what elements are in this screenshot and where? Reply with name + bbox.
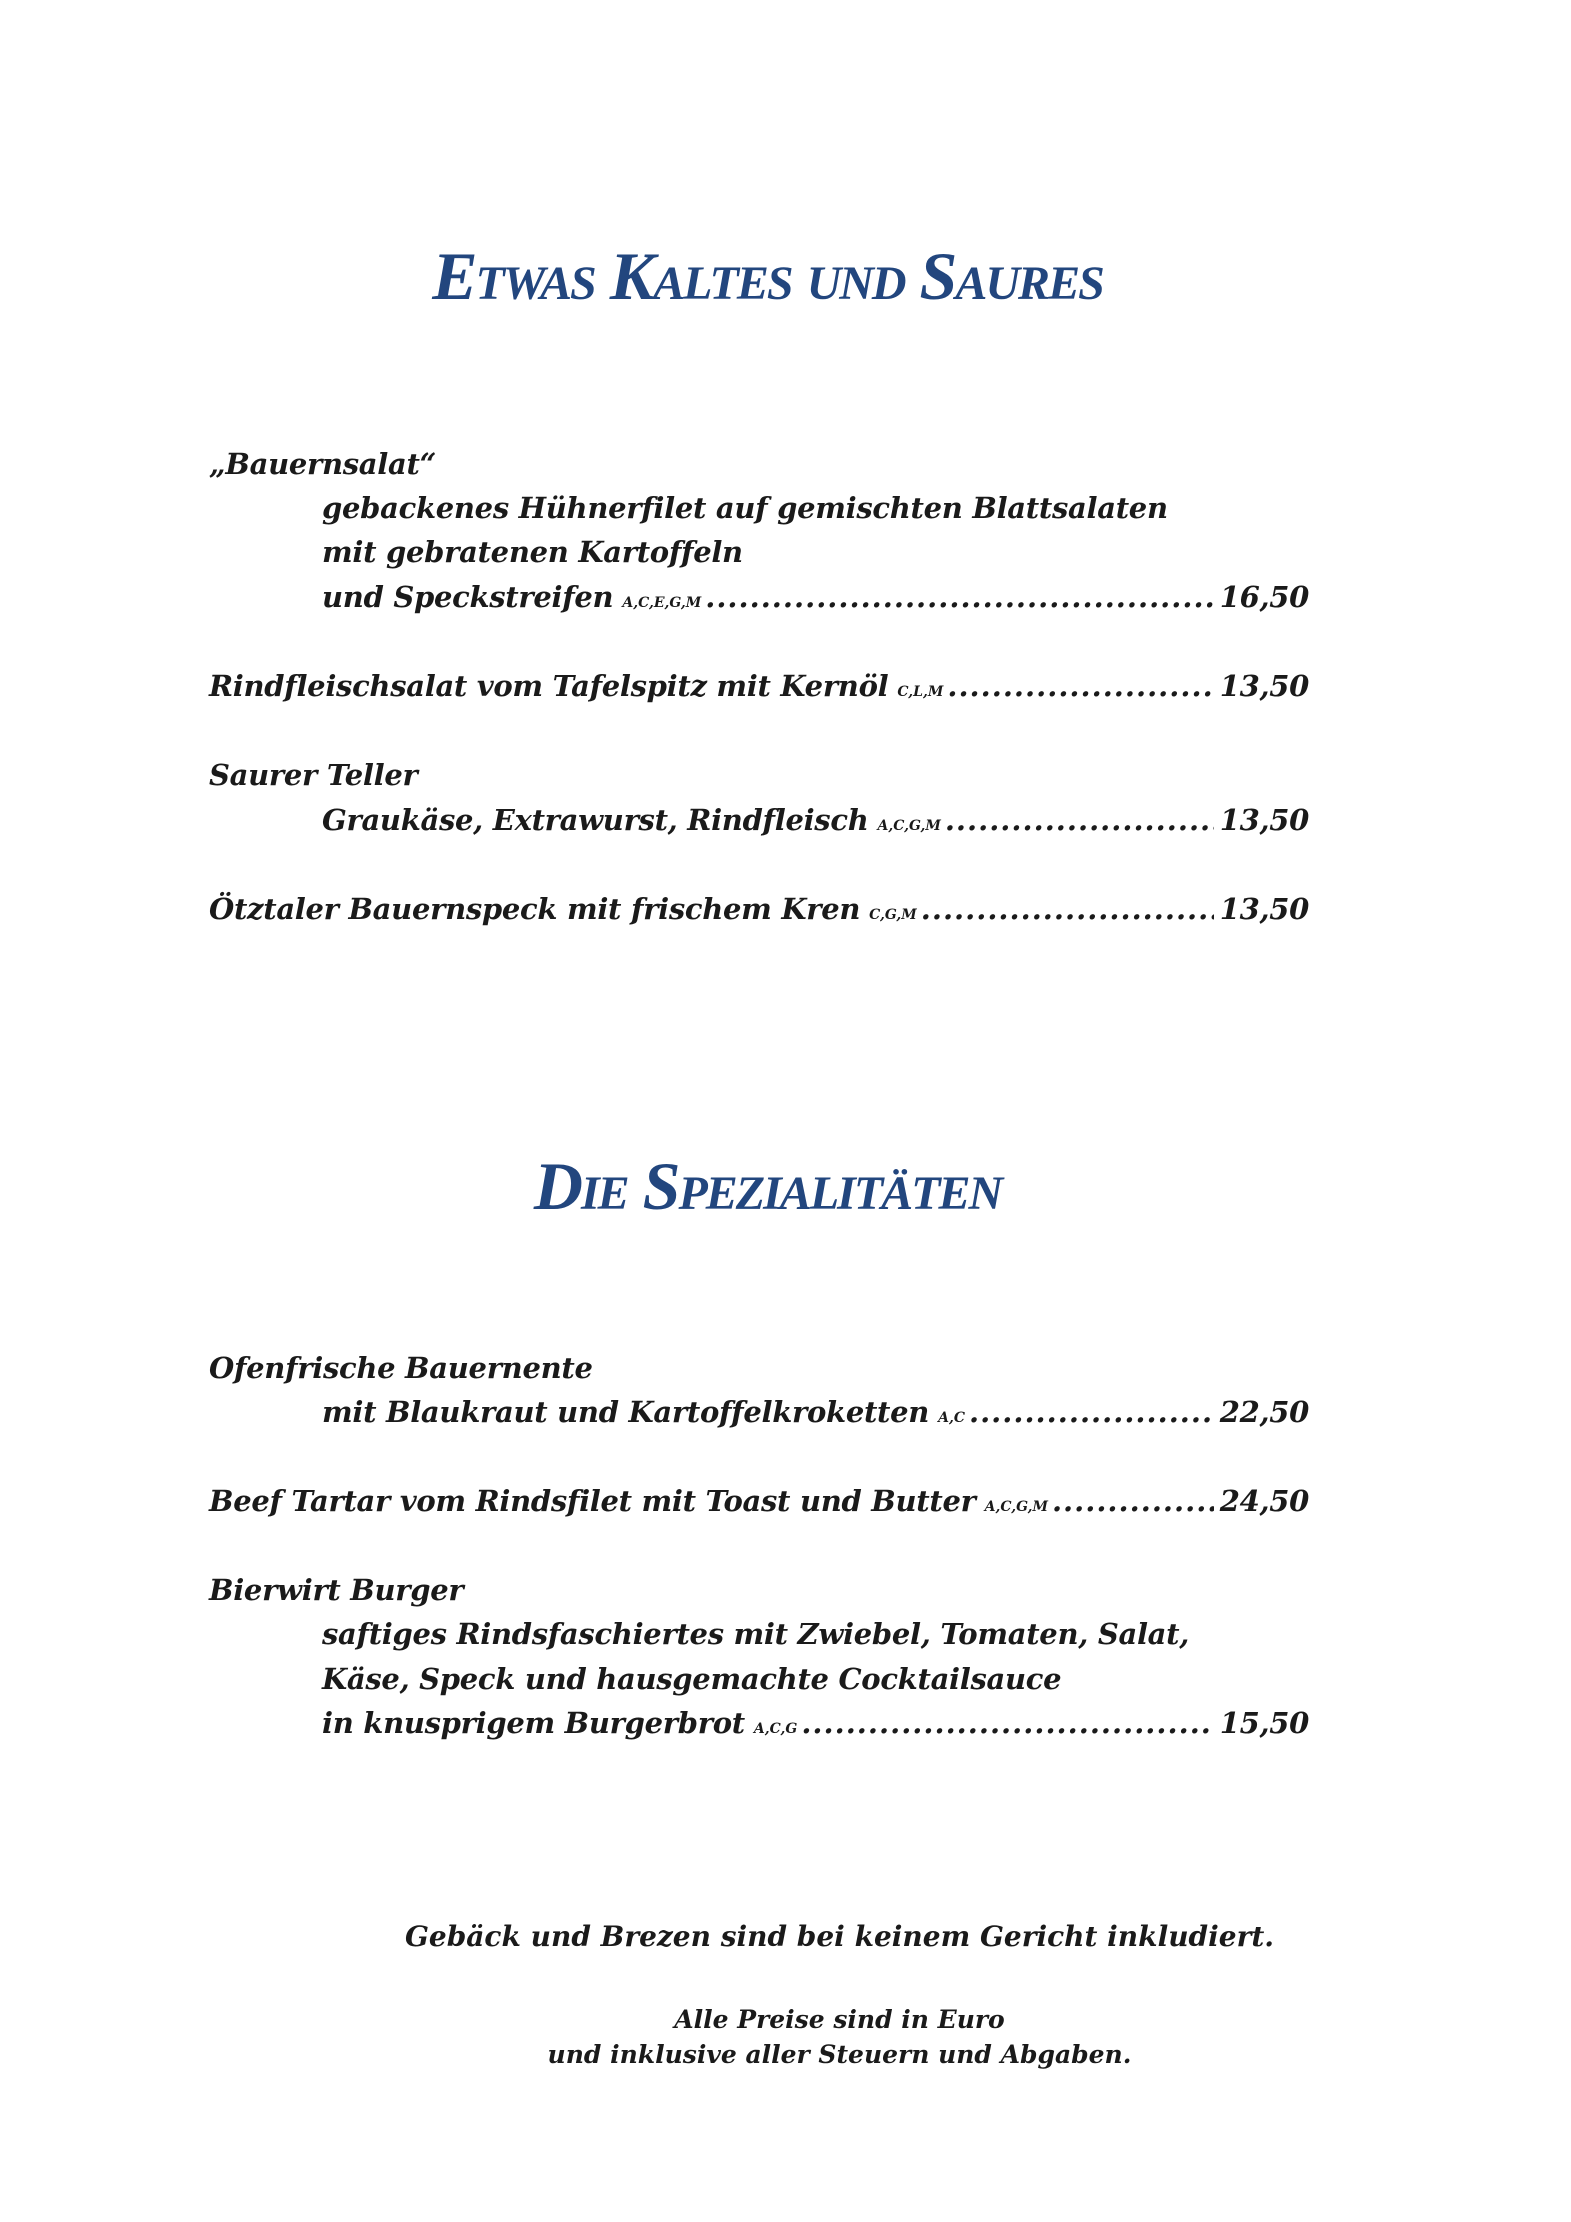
- dot-leader: [705, 577, 1213, 617]
- menu-item-description: Käse, Speck und hausgemachte Cocktailsauce: [322, 1662, 1062, 1696]
- section-title-specialties: Die Spezialitäten: [533, 1148, 1002, 1224]
- allergen-codes: C,G,M: [869, 907, 917, 923]
- allergen-codes: A,C,G: [753, 1721, 798, 1737]
- section-title-cold-dishes: Etwas Kaltes und Saures: [432, 238, 1103, 314]
- menu-item-price: 22,50: [1219, 1395, 1309, 1429]
- menu-item-name: Saurer Teller: [209, 758, 418, 792]
- menu-item-description: gebackenes Hühnerfilet auf gemischten Blattsalaten: [322, 491, 1168, 525]
- menu-item-description: und Speckstreifen: [322, 580, 614, 614]
- menu-item-price: 15,50: [1219, 1706, 1309, 1740]
- allergen-codes: A,C,E,G,M: [622, 595, 702, 611]
- menu-item-name: Bierwirt Burger: [209, 1573, 464, 1607]
- menu-item-price-line: [322, 1703, 1309, 1743]
- allergen-codes: A,C,G,M: [984, 1499, 1048, 1515]
- dot-leader: [921, 889, 1214, 929]
- menu-item-price-line: [209, 889, 1309, 929]
- menu-item-name: Beef Tartar vom Rindsfilet mit Toast und Butter: [209, 1484, 976, 1518]
- dot-leader: [945, 800, 1214, 840]
- menu-item-name: Ofenfrische Bauernente: [209, 1351, 593, 1385]
- menu-item-price: 24,50: [1219, 1484, 1309, 1518]
- dot-leader: [801, 1703, 1213, 1743]
- menu-item-description: saftiges Rindsfaschiertes mit Zwiebel, Tomaten, Salat,: [322, 1617, 1190, 1651]
- menu-item-price: 16,50: [1219, 580, 1309, 614]
- menu-item-name: „Bauernsalat“: [209, 447, 436, 481]
- menu-item-price-line: [322, 800, 1309, 840]
- allergen-codes: A,C: [938, 1410, 965, 1426]
- menu-item-price-line: [209, 666, 1309, 706]
- menu-item-price-line: [322, 1392, 1309, 1432]
- menu-item-price-line: [322, 577, 1309, 617]
- menu-item-price: 13,50: [1219, 892, 1309, 926]
- price-note-line2: und inklusive aller Steuern und Abgaben.: [547, 2040, 1132, 2069]
- allergen-codes: A,C,G,M: [877, 818, 941, 834]
- dot-leader: [1052, 1481, 1214, 1521]
- menu-item-description: in knusprigem Burgerbrot: [322, 1706, 745, 1740]
- menu-item-name: Rindfleischsalat vom Tafelspitz mit Kernöl: [209, 669, 889, 703]
- allergen-codes: C,L,M: [897, 684, 944, 700]
- menu-item-price: 13,50: [1219, 669, 1309, 703]
- dot-leader: [947, 666, 1213, 706]
- bread-note: Gebäck und Brezen sind bei keinem Gericht inkludiert.: [404, 1920, 1275, 1953]
- price-note-line1: Alle Preise sind in Euro: [674, 2005, 1005, 2034]
- menu-item-description: Graukäse, Extrawurst, Rindfleisch: [322, 803, 869, 837]
- menu-item-price-line: [209, 1481, 1309, 1521]
- menu-item-name: Ötztaler Bauernspeck mit frischem Kren: [209, 892, 861, 926]
- dot-leader: [969, 1392, 1214, 1432]
- menu-item-price: 13,50: [1219, 803, 1309, 837]
- menu-item-description: mit gebratenen Kartoffeln: [322, 535, 743, 569]
- menu-item-description: mit Blaukraut und Kartoffelkroketten: [322, 1395, 930, 1429]
